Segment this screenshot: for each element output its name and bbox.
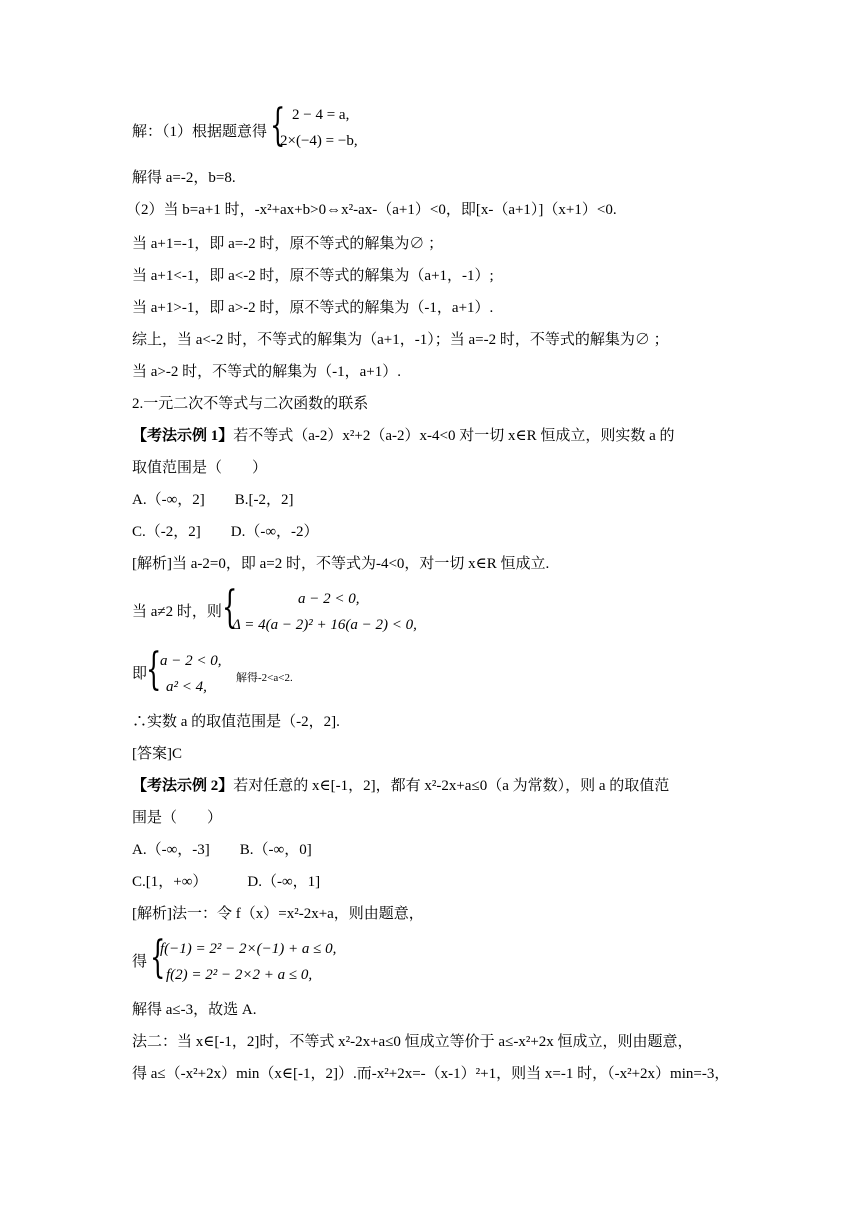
solution-line: 解得 a=-2，b=8. [132,170,236,186]
condition-label: 当 a≠2 时，则 [132,604,222,620]
example-1-question [132,426,675,446]
range-line: ∴实数 a 的取值范围是（-2，2]. [132,714,340,730]
options-row [132,840,312,860]
system-equation [280,130,358,152]
system-equation [232,614,417,636]
solution-line: 当 a>-2 时，不等式的解集为（-1，a+1）. [132,364,401,380]
analysis-line: [解析]法一：令 f（x）=x²-2x+a，则由题意， [132,906,424,922]
system-equation [166,676,207,698]
equation-row: Δ = 4(a − 2)² + 16(a − 2) < 0, [232,617,417,633]
answer-line: [答案]C [132,746,182,762]
solution-line: （2）当 b=a+1 时，-x²+ax+b>0⇔x²-ax-（a+1）<0，即[x-（a+1）]（x+1）<0. [126,202,617,218]
solution-line: 当 a+1>-1，即 a>-2 时，原不等式的解集为（-1，a+1）. [132,300,494,316]
options-row [132,490,294,510]
option-c: C.（-2，2] [132,524,201,540]
solution-line: 综上，当 a<-2 时，不等式的解集为（a+1，-1）；当 a=-2 时，不等式的解集为∅ ； [132,332,669,348]
example-title: 【考法示例 1】 [132,428,234,444]
equation-row: 2 − 4 = a, [292,107,350,123]
option-b: B.（-∞，0] [239,842,312,858]
system-equation [166,964,312,986]
solve-result: 解得-2<a<2. [236,672,293,684]
example-2-question [132,776,669,796]
condition-label: 得 [132,954,148,970]
solution-intro: 解：（1）根据题意得 [132,124,268,140]
system-equation [292,104,349,126]
options-row [132,872,320,892]
method-two-line: 得 a≤（-x²+2x）min（x∈[-1，2]）.而-x²+2x=-（x-1）²+1，则当 x=-1 时，（-x²+2x）min=-3， [132,1066,730,1082]
equation-row: 2×(−4) = −b, [280,133,358,149]
solution-line: 解得 a≤-3，故选 A. [132,1002,257,1018]
system-brace: { [222,582,238,633]
option-b: B.[-2，2] [234,492,294,508]
system-equation [160,938,336,960]
method-two-line: 法二：当 x∈[-1，2]时，不等式 x²-2x+a≤0 恒成立等价于 a≤-x²+2x 恒成立，则由题意， [132,1034,693,1050]
system-brace: { [150,932,166,983]
equation-row: a − 2 < 0, [298,591,360,607]
equation-row: f(2) = 2² − 2×2 + a ≤ 0, [166,967,313,983]
option-d: D.（-∞，1] [247,874,321,890]
option-c: C.[1，+∞） [132,874,208,890]
options-row [132,522,319,542]
system-brace: { [270,100,286,151]
system-equation [160,650,222,672]
example-1-question-cont: 取值范围是（ ） [132,460,268,476]
equation-row: a² < 4, [166,679,207,695]
option-d: D.（-∞，-2） [230,524,319,540]
section-heading: 2.一元二次不等式与二次函数的联系 [132,396,369,412]
example-2-question-cont: 围是（ ） [132,810,223,826]
option-a: A.（-∞，-3] [132,842,210,858]
example-title: 【考法示例 2】 [132,778,234,794]
example-text: 若不等式（a-2）x²+2（a-2）x-4<0 对一切 x∈R 恒成立，则实数 a 的 [233,428,675,444]
example-text: 若对任意的 x∈[-1，2]，都有 x²-2x+a≤0（a 为常数），则 a 的取值范 [233,778,670,794]
system-equation [298,588,360,610]
equation-row: f(−1) = 2² − 2×(−1) + a ≤ 0, [160,941,337,957]
condition-label: 即 [132,666,148,682]
solution-line: 当 a+1<-1，即 a<-2 时，原不等式的解集为（a+1，-1）; [132,268,494,284]
solution-line: 当 a+1=-1，即 a=-2 时，原不等式的解集为∅ ； [132,236,444,252]
option-a: A.（-∞，2] [132,492,205,508]
equation-row: a − 2 < 0, [160,653,222,669]
system-brace: { [146,644,162,695]
analysis-line: [解析]当 a-2=0，即 a=2 时，不等式为-4<0，对一切 x∈R 恒成立. [132,556,550,572]
